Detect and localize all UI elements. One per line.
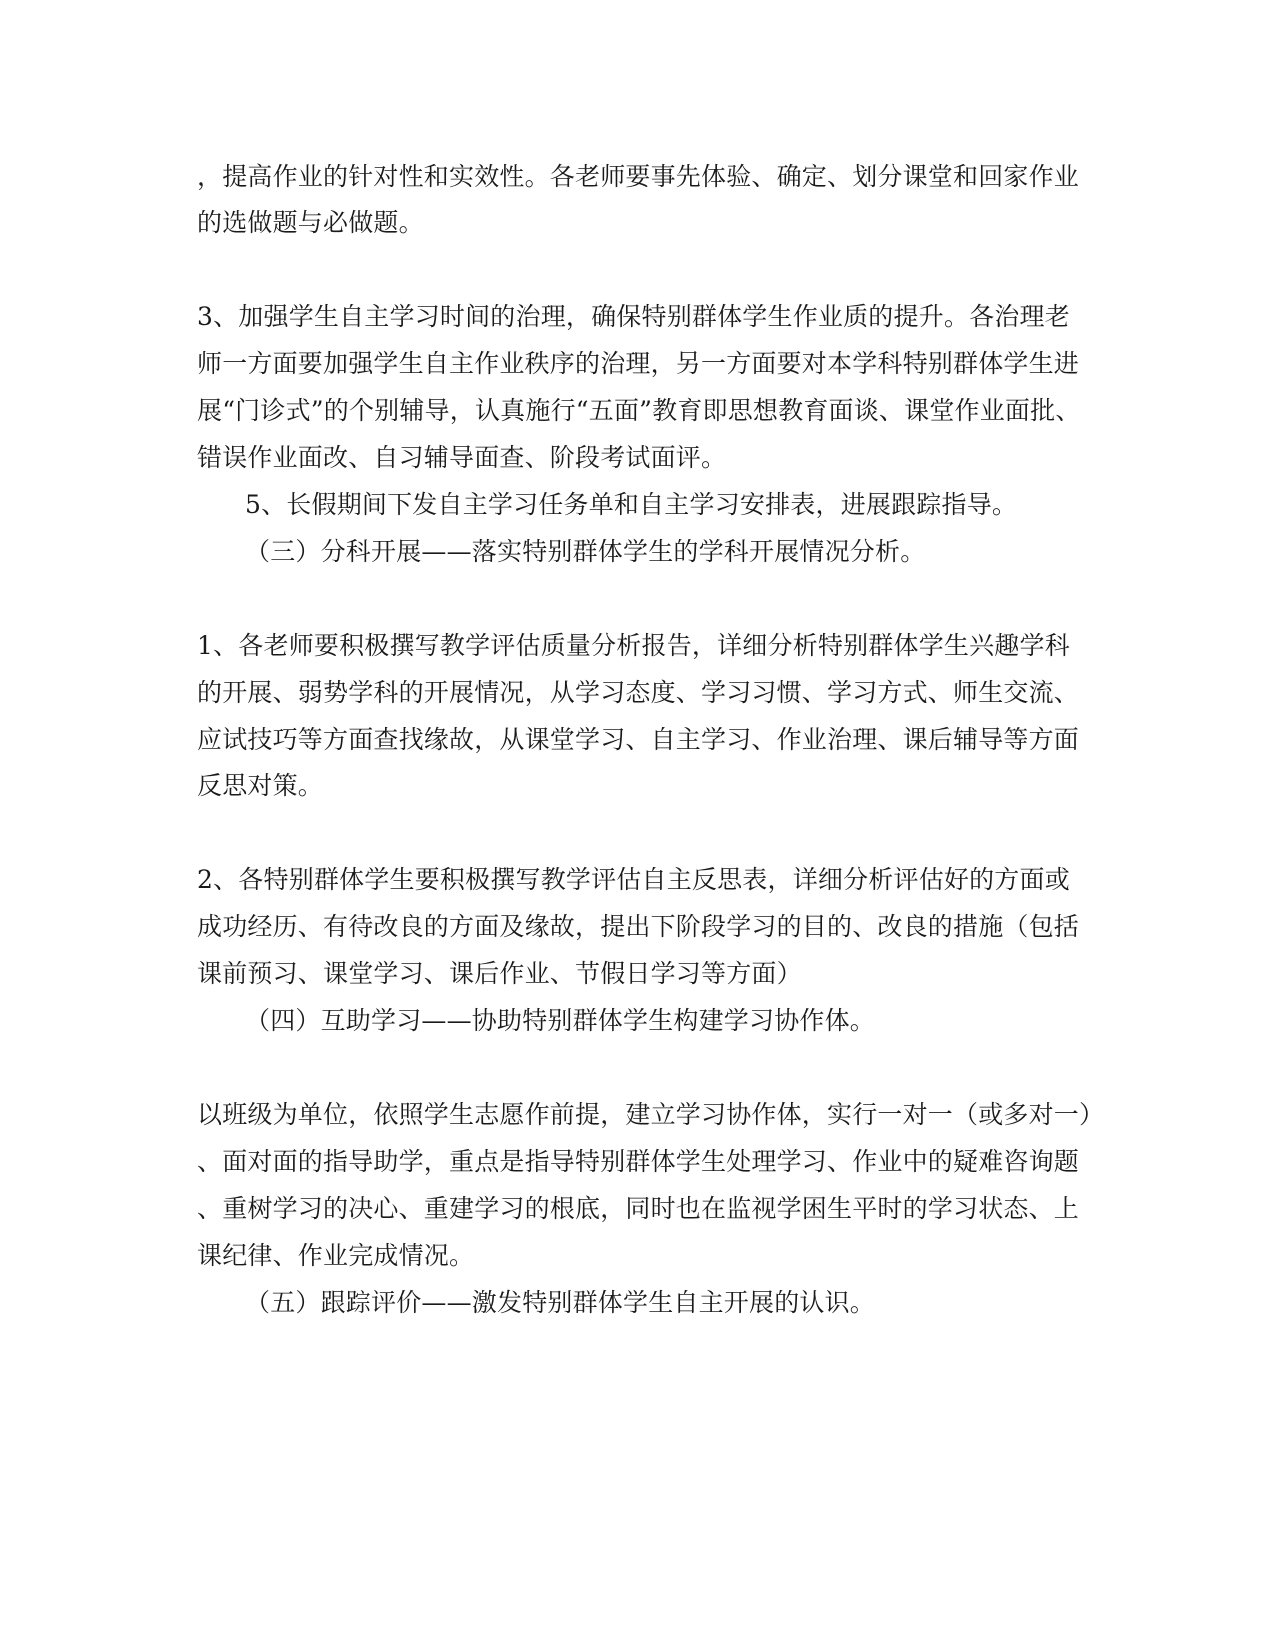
paragraph-line: 应试技巧等方面查找缘故，从课堂学习、自主学习、作业治理、课后辅导等方面 bbox=[197, 725, 1080, 754]
paragraph-line: 以班级为单位，依照学生志愿作前提，建立学习协作体，实行一对一（或多对一） bbox=[197, 1100, 1105, 1129]
paragraph-line: 成功经历、有待改良的方面及缘故，提出下阶段学习的目的、改良的措施（包括 bbox=[197, 912, 1080, 941]
section-heading: （四）互助学习——协助特别群体学生构建学习协作体。 bbox=[245, 1006, 876, 1035]
paragraph-line: 1、各老师要积极撰写教学评估质量分析报告，详细分析特别群体学生兴趣学科 bbox=[197, 631, 1070, 660]
paragraph-line: 的开展、弱势学科的开展情况，从学习态度、学习习惯、学习方式、师生交流、 bbox=[197, 678, 1080, 707]
paragraph-line: 课纪律、作业完成情况。 bbox=[197, 1241, 475, 1270]
paragraph-line: 展“门诊式”的个别辅导，认真施行“五面”教育即思想教育面谈、课堂作业面批、 bbox=[197, 396, 1081, 425]
paragraph-line: ，提高作业的针对性和实效性。各老师要事先体验、确定、划分课堂和回家作业 bbox=[197, 162, 1080, 191]
paragraph-line: 、重树学习的决心、重建学习的根底，同时也在监视学困生平时的学习状态、上 bbox=[197, 1194, 1080, 1223]
section-heading: （三）分科开展——落实特别群体学生的学科开展情况分析。 bbox=[245, 537, 926, 566]
paragraph-line: 课前预习、课堂学习、课后作业、节假日学习等方面） bbox=[197, 959, 802, 988]
paragraph-line: 反思对策。 bbox=[197, 771, 324, 800]
paragraph-line: 的选做题与必做题。 bbox=[197, 208, 424, 237]
paragraph-line: 师一方面要加强学生自主作业秩序的治理，另一方面要对本学科特别群体学生进 bbox=[197, 349, 1080, 378]
paragraph-line: 、面对面的指导助学，重点是指导特别群体学生处理学习、作业中的疑难咨询题 bbox=[197, 1147, 1080, 1176]
paragraph-line: 5、长假期间下发自主学习任务单和自主学习安排表，进展跟踪指导。 bbox=[245, 490, 1018, 519]
paragraph-line: 错误作业面改、自习辅导面查、阶段考试面评。 bbox=[197, 443, 727, 472]
section-heading: （五）跟踪评价——激发特别群体学生自主开展的认识。 bbox=[245, 1288, 876, 1317]
paragraph-line: 2、各特别群体学生要积极撰写教学评估自主反思表，详细分析评估好的方面或 bbox=[197, 865, 1070, 894]
paragraph-line: 3、加强学生自主学习时间的治理，确保特别群体学生作业质的提升。各治理老 bbox=[197, 302, 1070, 331]
